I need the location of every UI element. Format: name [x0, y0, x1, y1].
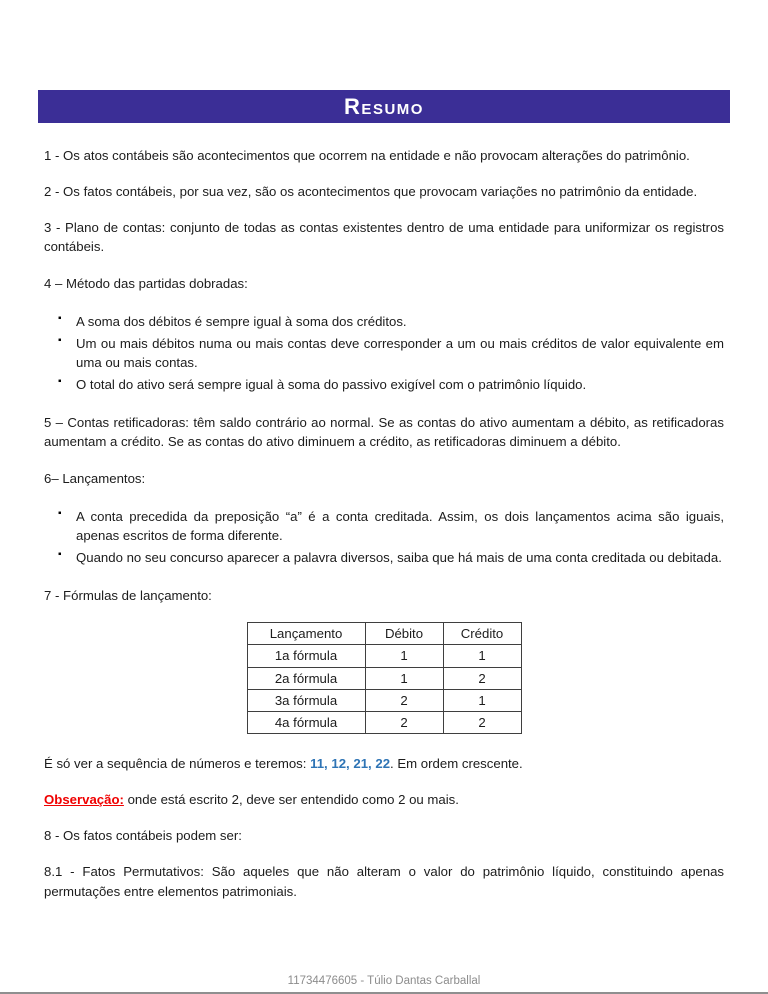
paragraph-7-heading: 7 - Fórmulas de lançamento:: [44, 588, 212, 604]
paragraph-3: 3 - Plano de contas: conjunto de todas as contas existentes dentro de uma entidade para uniformizar os registros contábeis.: [44, 220, 724, 255]
bullet-square-icon: ▪: [58, 548, 62, 560]
list-item-text: A soma dos débitos é sempre igual à soma dos créditos.: [76, 313, 407, 329]
paragraph-8-heading: 8 - Os fatos contábeis podem ser:: [44, 828, 242, 844]
list-item-text: A conta precedida da preposição “a” é a conta creditada. Assim, os dois lançamentos acima são iguais, apenas escritos de forma diferente.: [76, 508, 724, 543]
list-item: [58, 548, 724, 567]
paragraph-4-heading: 4 – Método das partidas dobradas:: [44, 275, 248, 291]
paragraph-8-1: 8.1 - Fatos Permutativos: São aqueles que não alteram o valor do patrimônio líquido, constituindo apenas permutações entre elementos patrimoniais.: [44, 864, 724, 899]
list-item-text: Um ou mais débitos numa ou mais contas deve corresponder a um ou mais créditos de valor equivalente em uma ou mais contas.: [76, 335, 724, 370]
observation-text: onde está escrito 2, deve ser entendido como 2 ou mais.: [123, 792, 459, 808]
bullet-square-icon: ▪: [58, 376, 62, 388]
list-item-text: O total do ativo será sempre igual à soma do passivo exigível com o patrimônio líquido.: [76, 377, 587, 393]
table-header-cell: Débito: [365, 623, 443, 645]
document-content: [44, 146, 724, 918]
table-cell: 2: [365, 711, 443, 733]
paragraph-5: 5 – Contas retificadoras: têm saldo contrário ao normal. Se as contas do ativo aumentam a débito, as retificadoras aumentam a crédito. Se as contas do ativo diminuem a crédito, as retificadoras diminuem a débito.: [44, 415, 724, 450]
table-cell: 3a fórmula: [247, 689, 365, 711]
table-cell: 1a fórmula: [247, 645, 365, 667]
table-cell: 2: [365, 689, 443, 711]
sequence-paragraph: [44, 754, 724, 773]
paragraph-2: 2 - Os fatos contábeis, por sua vez, são os acontecimentos que provocam variações no patrimônio da entidade.: [44, 184, 698, 200]
sequence-text-before: É só ver a sequência de números e teremos:: [44, 755, 311, 771]
list-item-text: Quando no seu concurso aparecer a palavra diversos, saiba que há mais de uma conta creditada ou debitada.: [76, 549, 722, 565]
list-item: [58, 375, 724, 394]
paragraph-1: 1 - Os atos contábeis são acontecimentos que ocorrem na entidade e não provocam alterações do patrimônio.: [44, 148, 690, 163]
formula-table: [247, 622, 522, 734]
table-header-cell: Lançamento: [247, 623, 365, 645]
table-header-row: [247, 623, 521, 645]
table-row: [247, 667, 521, 689]
title-banner: [38, 90, 730, 123]
sequence-numbers: 11, 12, 21, 22: [310, 755, 391, 771]
observation-paragraph: [44, 790, 724, 809]
bullet-list-lancamentos: [44, 507, 724, 567]
table-row: [247, 689, 521, 711]
table-cell: 2: [443, 711, 521, 733]
table-cell: 1: [365, 667, 443, 689]
table-header-cell: Crédito: [443, 623, 521, 645]
bullet-list-partidas-dobradas: [44, 312, 724, 395]
table-row: [247, 711, 521, 733]
list-item: [58, 507, 724, 545]
table-cell: 1: [365, 645, 443, 667]
footer-text: 11734476605 - Túlio Dantas Carballal: [287, 975, 481, 987]
page-title: Resumo: [344, 93, 424, 119]
observation-label: Observação:: [44, 792, 124, 808]
bullet-square-icon: ▪: [58, 312, 62, 324]
bullet-square-icon: ▪: [58, 334, 62, 346]
paragraph-6-heading: 6– Lançamentos:: [44, 470, 146, 486]
table-row: [247, 645, 521, 667]
table-cell: 1: [443, 689, 521, 711]
table-cell: 2a fórmula: [247, 667, 365, 689]
bullet-square-icon: ▪: [58, 507, 62, 519]
table-cell: 1: [443, 645, 521, 667]
list-item: [58, 312, 724, 331]
table-cell: 2: [443, 667, 521, 689]
list-item: [58, 334, 724, 372]
sequence-text-after: . Em ordem crescente.: [390, 755, 523, 771]
table-cell: 4a fórmula: [247, 711, 365, 733]
